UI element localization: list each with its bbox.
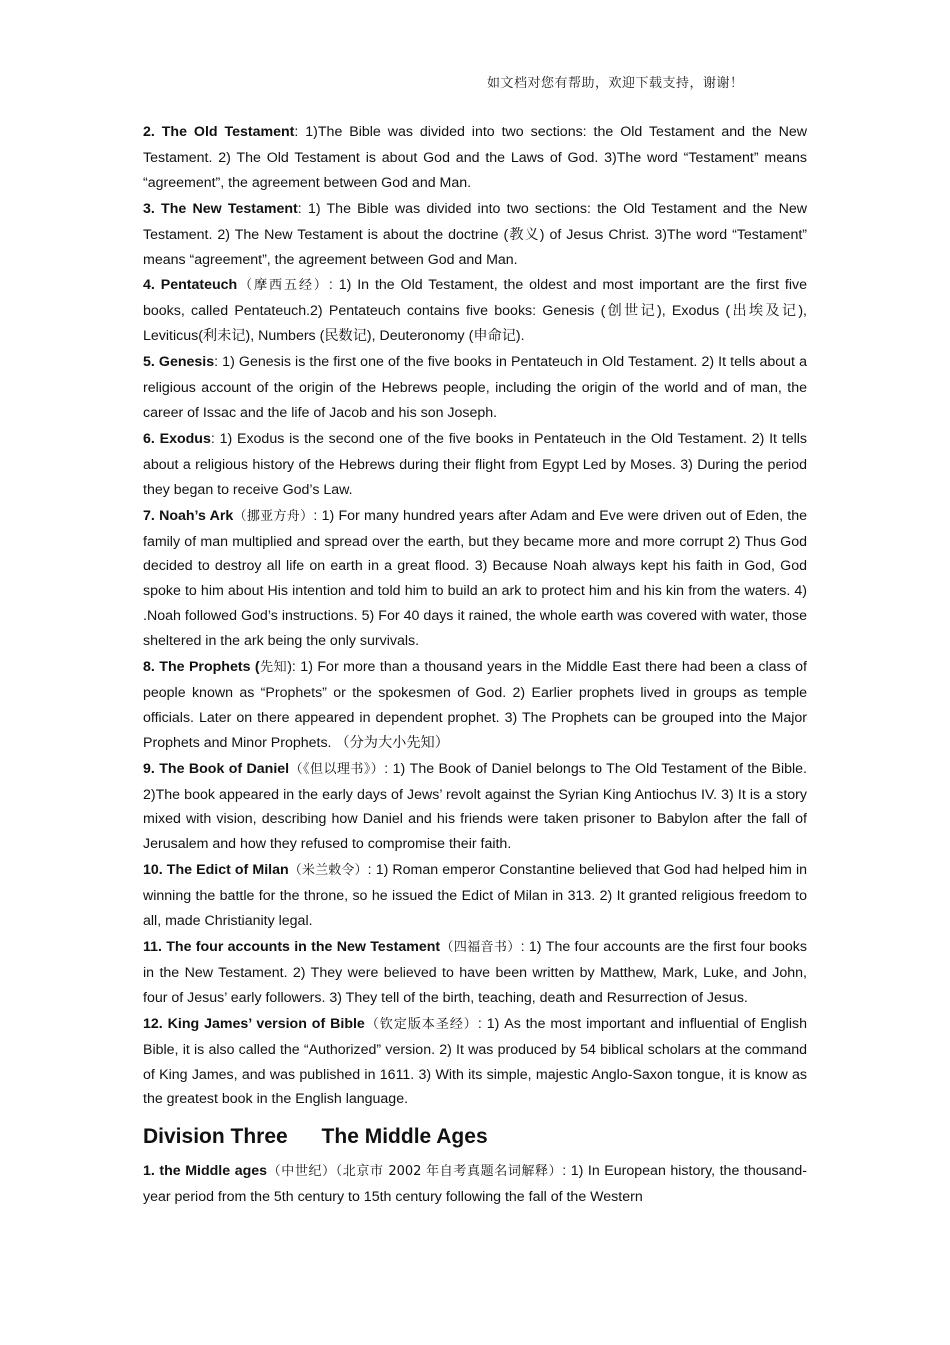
entry-term: 5. Genesis [143,354,215,371]
entry-text: : 1) Roman emperor Constantine believed that God had helped him in winning the battle for the throne, so he issued the Edict of Milan in 313. 2) It granted religious freedom to all, made Christianity legal. [143,862,807,930]
entry-chinese-gloss: （四福音书） [440,940,521,955]
entry-chinese-gloss: 先知 [259,660,288,676]
entry-term: 11. The four accounts in the New Testament [143,939,441,955]
glossary-entry [143,504,807,654]
glossary-entry [143,120,807,196]
glossary-entry [143,935,807,1011]
entry-text: : 1) As the most important and influential of English Bible, it is also called the “Authorized” version. 2) It was produced by 54 biblical scholars at the command of King James, and was published in 1611. 3) With its simple, majestic Anglo-Saxon tongue, it is know as the greatest book in the English language. [143,1015,807,1108]
glossary-entry [143,427,807,503]
entry-text: : 1) The Bible was divided into two sections: the Old Testament and the New Testament. 2) The New Testament is about the doctrine (教义) of Jesus Christ. 3)The word “Testament” means “agreement”, the agreement between God and Man. [143,200,807,268]
division-title: The Middle Ages [321,1125,488,1149]
entry-chinese-gloss: （挪亚方舟） [233,508,314,524]
entry-text: : 1) Genesis is the first one of the five books in Pentateuch in Old Testament. 2) It tells about a religious account of the origin of the Hebrews people, including the origin of the world and of man, the career of Issac and the life of Jacob and his son Joseph. [143,354,807,421]
entry-text: : 1) In European history, the thousand-year period from the 5th century to 15th century following the fall of the Western [143,1163,807,1206]
page-header: 如文档对您有帮助，欢迎下载支持，谢谢！ [487,76,744,91]
division-heading [143,1124,807,1150]
entry-chinese-gloss: （《但以理书》） [289,761,385,777]
entry-text: : 1) In the Old Testament, the oldest and most important are the first five books, called Pentateuch.2) Pentateuch contains five books: Genesis (创世记), Exodus (出埃及记), Leviticus(利未记), Numbers (民数记), Deuteronomy (申命记). [143,277,807,345]
glossary-entry [143,197,807,273]
entry-term: 4. Pentateuch [143,277,238,294]
entry-list [143,120,807,1112]
entry-term: 7. Noah’s Ark [143,507,234,524]
entry-term: 12. King James’ version of Bible [143,1015,365,1032]
glossary-entry [143,858,807,934]
entry-term: 9. The Book of Daniel [143,760,290,777]
entry-text: : 1) For many hundred years after Adam and Eve were driven out of Eden, the family of man multiplied and spread over the earth, but they became more and more corrupt 2) Thus God decided to destroy all life on earth in a great flood. 3) Because Noah always kept his faith in God, God spoke to him about His intention and told him to build an ark to protect him and his kin from the waters. 4) .Noah followed God’s instructions. 5) For 40 days it rained, the whole earth was covered with water, those sheltered in the ark being the only survivals. [143,507,807,650]
entry-term: 10. The Edict of Milan [143,862,289,879]
entry-text: ): 1) For more than a thousand years in the Middle East there had been a class of people known as “Prophets” or the spokesmen of God. 2) Earlier prophets lived in groups as temple officials. Later on there appeared in dependent prophet. 3) The Prophets can be grouped into the Major Prophets and Minor Prophets. （分为大小先知） [143,659,807,751]
glossary-entry [143,273,807,349]
glossary-entry [143,1012,807,1113]
document-body [143,120,807,1211]
entry-chinese-gloss: （中世纪）（北京市 2002 年自考真题名词解释） [267,1164,563,1180]
entry-chinese-gloss: （钦定版本圣经） [364,1016,478,1032]
entry-chinese-gloss: （摩西五经） [237,278,329,294]
entry-text: : 1) The Book of Daniel belongs to The Old Testament of the Bible. 2)The book appeared in the early days of Jews’ revolt against the Syrian King Antiochus IV. 3) It is a story mixed with vision, describing how Daniel and his friends were taken prisoner to Babylon after the fall of Jerusalem and how they refused to compromise their faith. [143,760,807,853]
entry-term: 6. Exodus [143,430,211,447]
entry-chinese-gloss: （米兰敕令） [288,863,368,879]
division-entry [143,1159,807,1210]
entry-term: 2. The Old Testament [143,124,295,140]
glossary-entry [143,655,807,756]
division-label: Division Three [143,1125,288,1149]
entry-term: 8. The Prophets ( [143,659,260,676]
entry-text: : 1)The Bible was divided into two sections: the Old Testament and the New Testament. 2) The Old Testament is about God and the Laws of God. 3)The word “Testament” means “agreement”, the agreement between God and Man. [143,124,807,191]
glossary-entry [143,350,807,426]
entry-term: 1. the Middle ages [143,1163,268,1180]
entry-text: : 1) The four accounts are the first four books in the New Testament. 2) They were believed to have been written by Matthew, Mark, Luke, and John, four of Jesus’ early followers. 3) They tell of the birth, teaching, death and Resurrection of Jesus. [143,939,807,1006]
entry-term: 3. The New Testament [143,200,298,217]
entry-text: : 1) Exodus is the second one of the five books in Pentateuch in the Old Testament. 2) It tells about a religious history of the Hebrews during their flight from Egypt Led by Moses. 3) During the period they began to receive God’s Law. [143,430,807,498]
glossary-entry [143,757,807,858]
